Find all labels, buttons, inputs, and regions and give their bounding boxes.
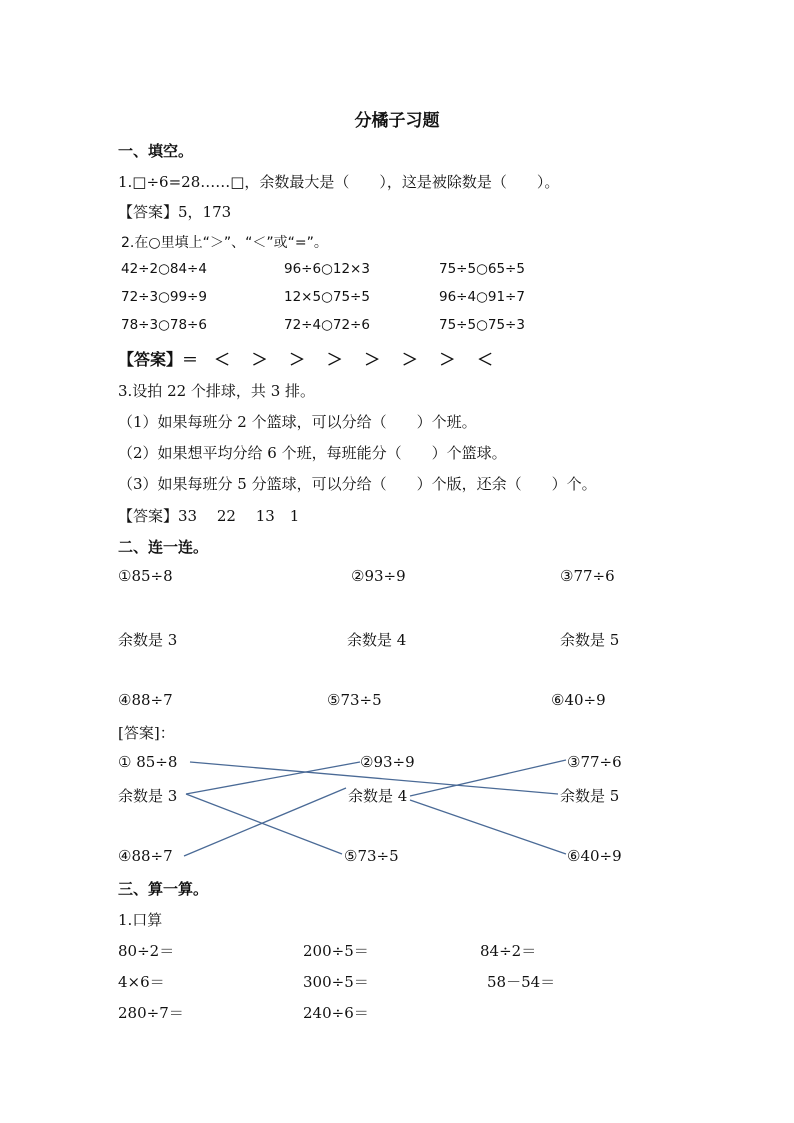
calc-item: 84÷2＝ xyxy=(480,942,537,960)
answer-bottom-item: ⑤73÷5 xyxy=(344,847,399,865)
match-line xyxy=(410,800,566,854)
compare-cell: 75÷5○75÷3 xyxy=(439,317,525,333)
answer-top-item: ① 85÷8 xyxy=(118,753,178,771)
answer-1: 【答案】5，173 xyxy=(118,203,232,221)
compare-cell: 12×5○75÷5 xyxy=(284,289,370,305)
calc-item: 240÷6＝ xyxy=(303,1004,369,1022)
question-3-3: （3）如果每班分 5 分篮球，可以分给（ ）个版，还余（ ）个。 xyxy=(118,475,597,493)
calc-item: 300÷5＝ xyxy=(303,973,369,991)
section-heading-calc: 三、算一算。 xyxy=(118,880,209,898)
page-title: 分橘子习题 xyxy=(354,111,440,131)
compare-cell: 96÷6○12×3 xyxy=(284,261,370,277)
calc-item: 280÷7＝ xyxy=(118,1004,184,1022)
question-2: 2.在○里填上“＞”、“＜”或“=”。 xyxy=(121,235,328,251)
compare-cell: 42÷2○84÷4 xyxy=(121,261,207,277)
answer-middle-item: 余数是 5 xyxy=(560,787,620,805)
compare-cell: 75÷5○65÷5 xyxy=(439,261,525,277)
compare-cell: 72÷4○72÷6 xyxy=(284,317,370,333)
match-bottom-item: ⑤73÷5 xyxy=(327,691,382,709)
match-line xyxy=(410,760,566,796)
compare-cell: 96÷4○91÷7 xyxy=(439,289,525,305)
calc-item: 58－54＝ xyxy=(487,973,556,991)
question-3-2: （2）如果想平均分给 6 个班，每班能分（ ）个篮球。 xyxy=(118,444,507,462)
compare-cell: 72÷3○99÷9 xyxy=(121,289,207,305)
answer-bottom-item: ⑥40÷9 xyxy=(567,847,622,865)
match-top-item: ③77÷6 xyxy=(560,567,615,585)
match-middle-item: 余数是 3 xyxy=(118,631,178,649)
answer-middle-item: 余数是 4 xyxy=(348,787,408,805)
answer-bottom-item: ④88÷7 xyxy=(118,847,173,865)
answer-top-item: ②93÷9 xyxy=(360,753,415,771)
question-3-1: （1）如果每班分 2 个篮球，可以分给（ ）个班。 xyxy=(118,413,477,431)
match-middle-item: 余数是 5 xyxy=(560,631,620,649)
calc-item: 4×6＝ xyxy=(118,973,165,991)
answer-top-item: ③77÷6 xyxy=(567,753,622,771)
calc-item: 200÷5＝ xyxy=(303,942,369,960)
compare-cell: 78÷3○78÷6 xyxy=(121,317,207,333)
calc-item: 80÷2＝ xyxy=(118,942,175,960)
answer-middle-item: 余数是 3 xyxy=(118,787,178,805)
section-heading-match: 二、连一连。 xyxy=(118,538,209,556)
question-1: 1.□÷6=28……□，余数最大是（ ），这是被除数是（ ）。 xyxy=(118,173,560,191)
match-middle-item: 余数是 4 xyxy=(347,631,407,649)
answer-label: [答案]： xyxy=(118,724,175,742)
match-bottom-item: ④88÷7 xyxy=(118,691,173,709)
match-top-item: ①85÷8 xyxy=(118,567,173,585)
question-3: 3.设拍 22 个排球，共 3 排。 xyxy=(118,382,316,400)
match-top-item: ②93÷9 xyxy=(351,567,406,585)
subsection-oral: 1.口算 xyxy=(118,911,163,929)
match-bottom-item: ⑥40÷9 xyxy=(551,691,606,709)
section-heading-fill: 一、填空。 xyxy=(118,142,194,160)
answer-2: 【答案】＝ ＜ ＞ ＞ ＞ ＞ ＞ ＞ ＜ xyxy=(118,350,493,369)
answer-3: 【答案】33 22 13 1 xyxy=(118,507,300,525)
match-line xyxy=(186,762,360,794)
